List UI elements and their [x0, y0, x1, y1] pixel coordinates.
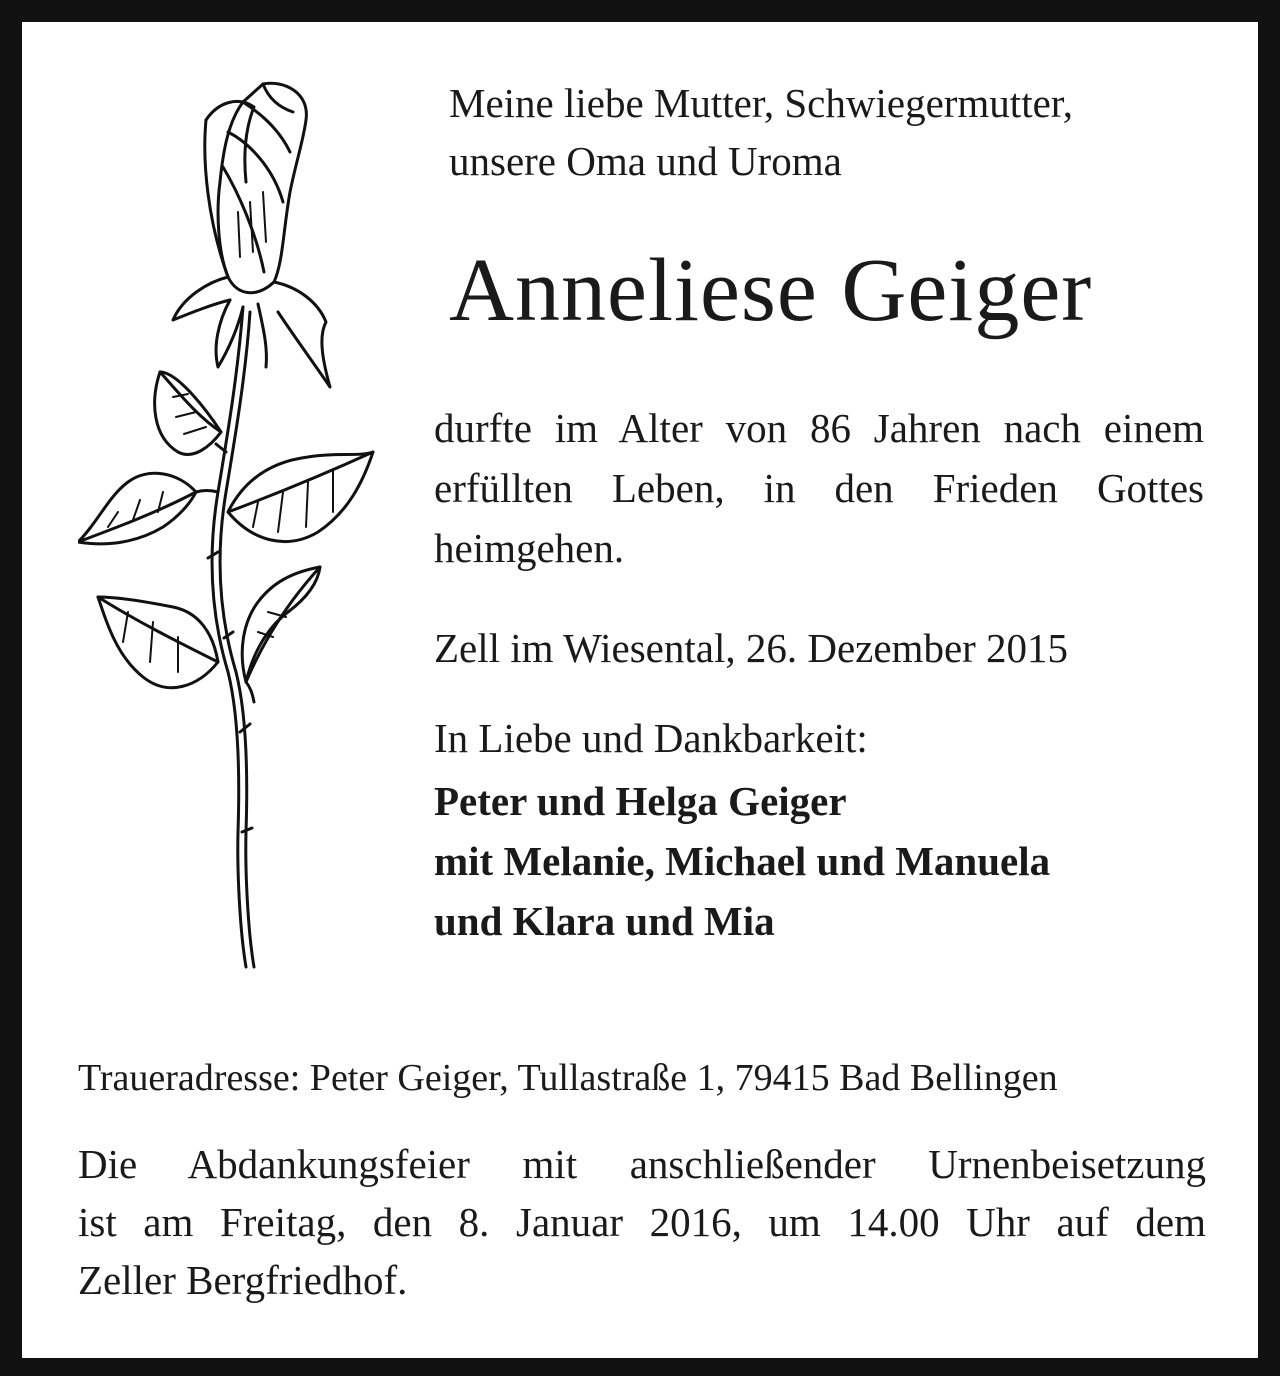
- mourners-list: [434, 771, 1224, 951]
- thanks-line: In Liebe und Dankbarkeit:: [434, 715, 868, 761]
- place-date: Zell im Wiesental, 26. Dezember 2015: [434, 625, 1069, 671]
- intro-line-2: unsere Oma und Uroma: [449, 138, 842, 184]
- ceremony-line-2: ist am Freitag, den 8. Januar 2016, um 14.00 Uhr auf dem: [78, 1199, 1206, 1245]
- rose-drawing-icon: [78, 72, 378, 972]
- mourning-address: Traueradresse: Peter Geiger, Tullastraße 1, 79415 Bad Bellingen: [78, 1057, 1058, 1099]
- message-text: durfte im Alter von 86 Jahren nach einem erfüllten Leben, in den Frieden Gottes heimgehen.: [434, 405, 1204, 571]
- ceremony-line-1: Die Abdankungsfeier mit anschließender Urnenbeisetzung: [78, 1141, 1206, 1187]
- ceremony-line-3: Zeller Bergfriedhof.: [78, 1257, 408, 1303]
- ceremony-info: [78, 1135, 1206, 1309]
- mourners-line-2: mit Melanie, Michael und Manuela: [434, 838, 1051, 884]
- mourners-line-3: und Klara und Mia: [434, 898, 775, 944]
- mourners-line-1: Peter und Helga Geiger: [434, 778, 847, 824]
- intro-text: [449, 74, 1229, 190]
- intro-line-1: Meine liebe Mutter, Schwiegermutter,: [449, 80, 1074, 126]
- deceased-name: Anneliese Geiger: [449, 241, 1093, 340]
